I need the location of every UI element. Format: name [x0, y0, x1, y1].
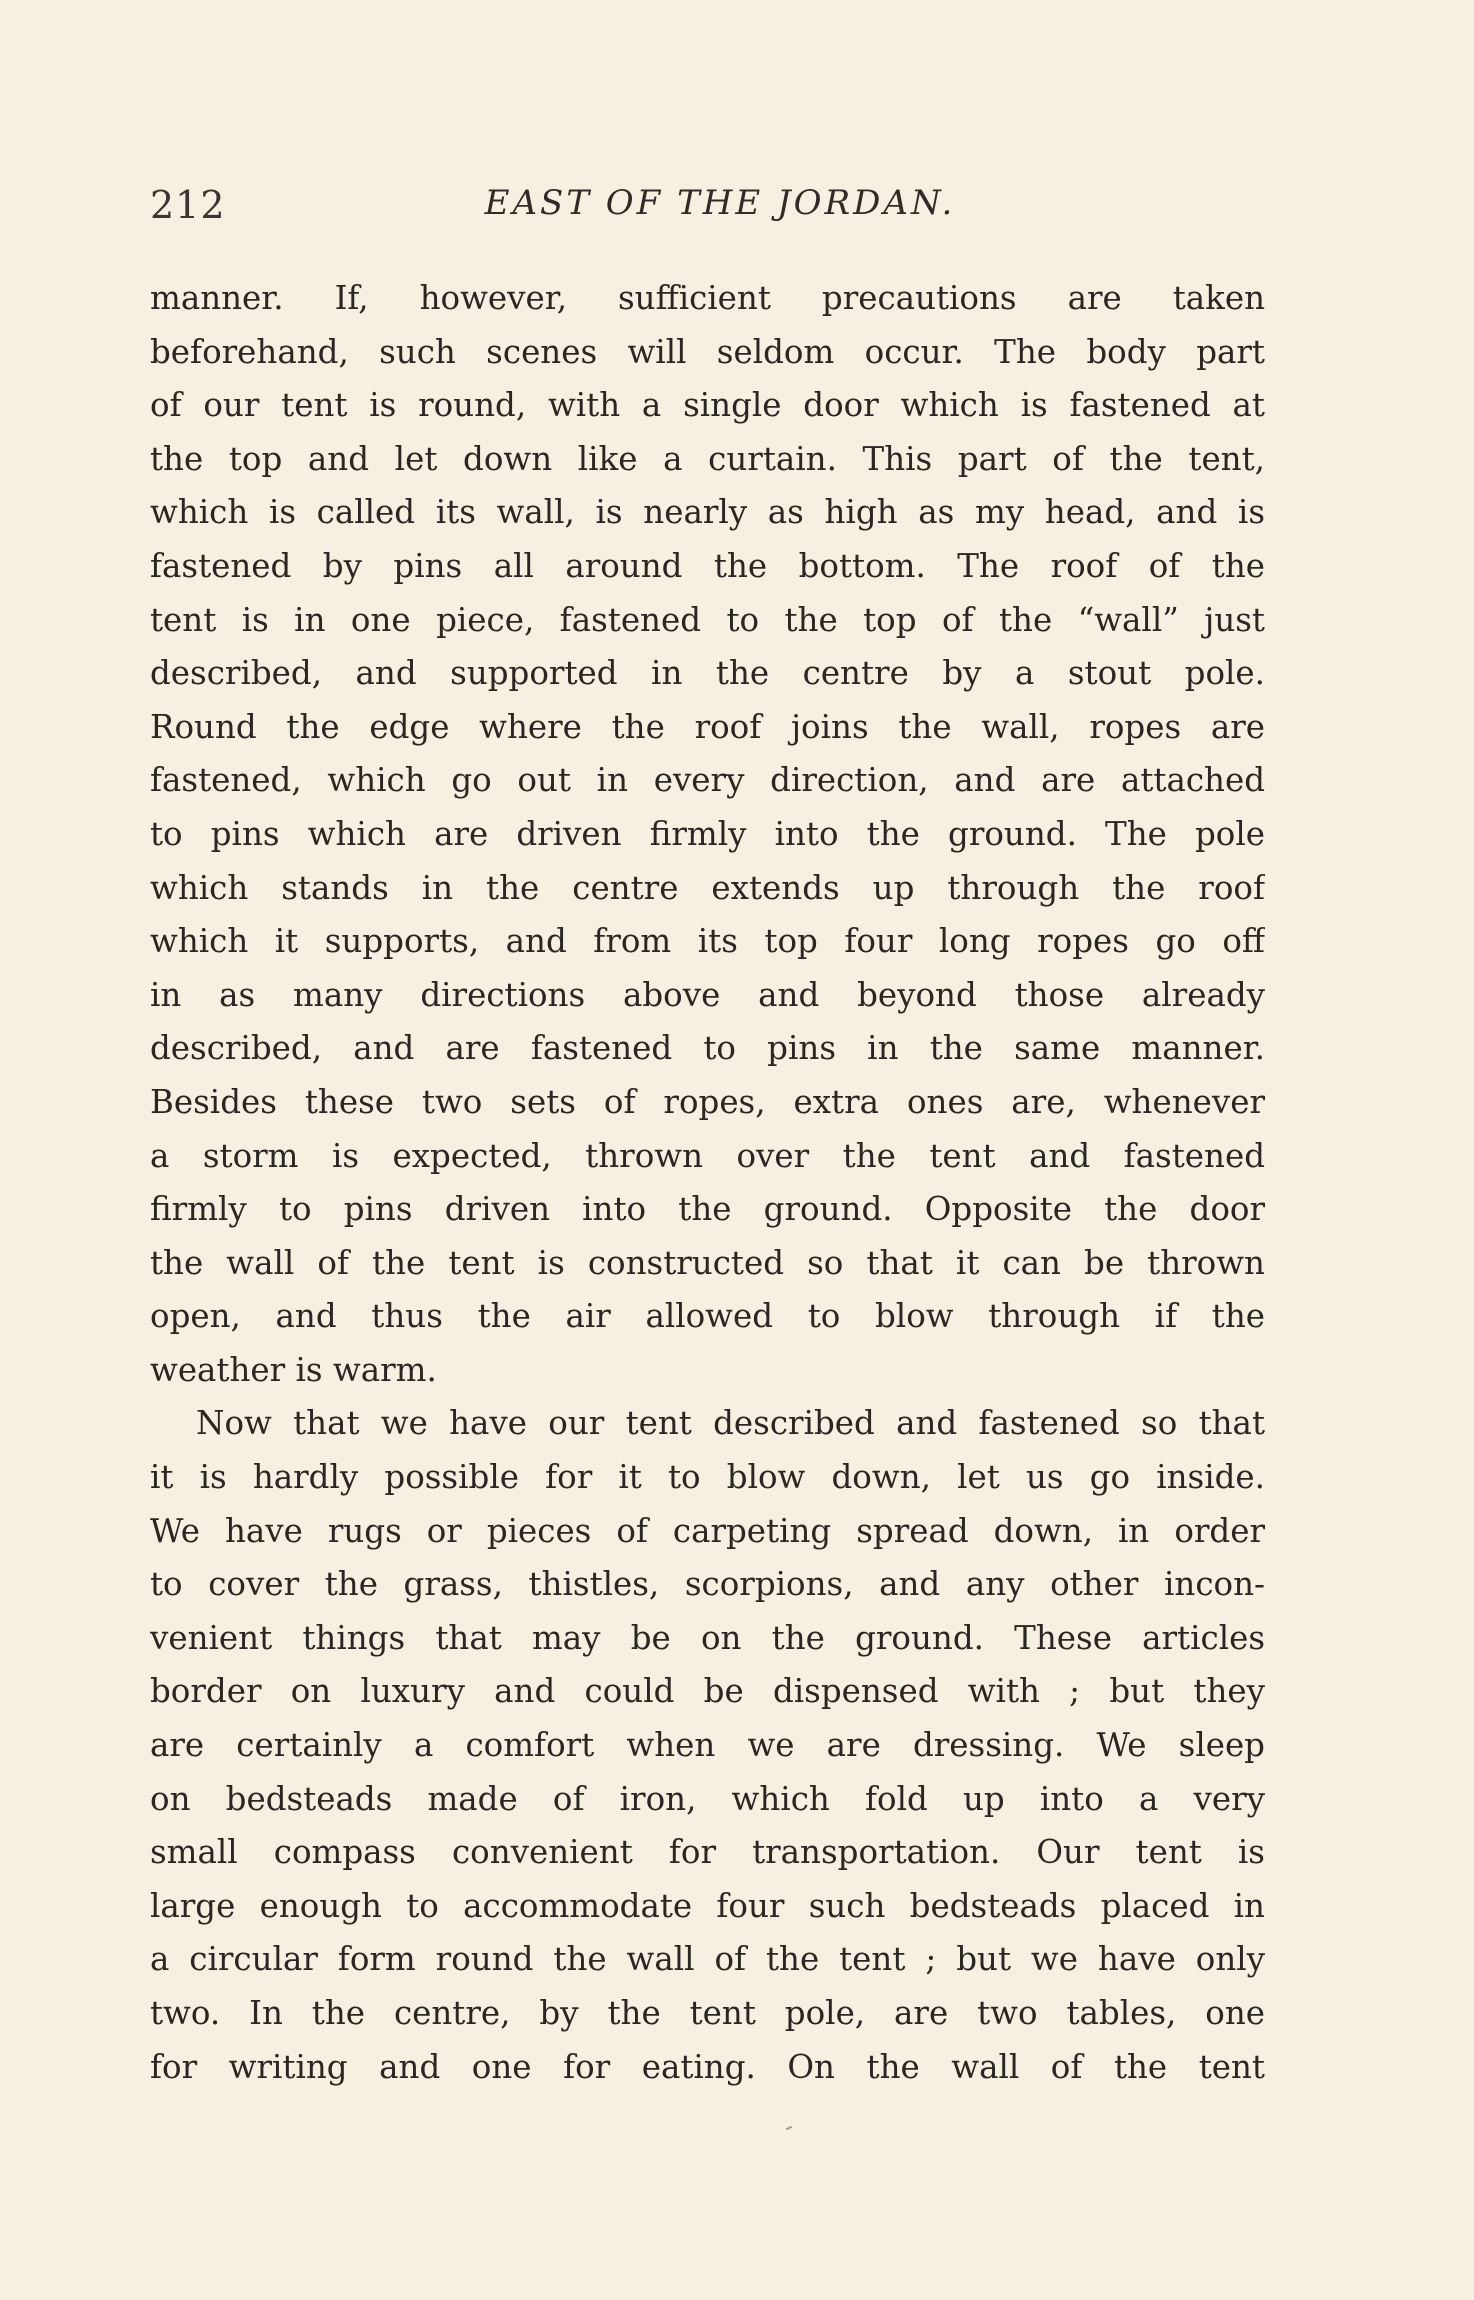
text-line: We have rugs or pieces of carpeting spread down, in order	[150, 1511, 1265, 1550]
text-line: in as many directions above and beyond those already	[150, 975, 1265, 1014]
text-line: for writing and one for eating. On the wall of the tent	[150, 2047, 1265, 2086]
body-text	[150, 272, 1265, 2094]
text-line: the wall of the tent is constructed so that it can be thrown	[150, 1243, 1265, 1282]
text-line: manner. If, however, sufficient precautions are taken	[150, 279, 1265, 317]
text-line: which is called its wall, is nearly as high as my head, and is	[150, 493, 1265, 532]
text-line: on bedsteads made of iron, which fold up into a very	[150, 1779, 1265, 1818]
running-title: EAST OF THE JORDAN.	[484, 183, 956, 223]
text-line: to cover the grass, thistles, scorpions, and any other incon-	[150, 1565, 1265, 1604]
text-line: fastened, which go out in every direction, and are attached	[150, 761, 1265, 800]
paragraph-end-line: weather is warm.	[150, 1350, 437, 1389]
text-line: tent is in one piece, fastened to the top of the “wall” just	[150, 600, 1265, 639]
text-line: the top and let down like a curtain. This part of the tent,	[150, 439, 1265, 478]
text-line: of our tent is round, with a single door which is fastened at	[150, 386, 1265, 425]
text-line: to pins which are driven firmly into the ground. The pole	[150, 814, 1265, 853]
text-line: two. In the centre, by the tent pole, are two tables, one	[150, 1994, 1265, 2032]
text-line: firmly to pins driven into the ground. Opposite the door	[150, 1190, 1265, 1229]
paper-speck	[786, 2126, 792, 2130]
page-number: 212	[150, 183, 226, 227]
text-line: which stands in the centre extends up through the roof	[150, 868, 1265, 907]
text-line: described, and are fastened to pins in the same manner.	[150, 1029, 1265, 1068]
text-line: fastened by pins all around the bottom. The roof of the	[150, 546, 1265, 585]
text-line: a storm is expected, thrown over the tent and fastened	[150, 1136, 1265, 1175]
text-line: beforehand, such scenes will seldom occur. The body part	[150, 332, 1265, 371]
text-line: it is hardly possible for it to blow down, let us go inside.	[150, 1458, 1265, 1497]
text-line: large enough to accommodate four such bedsteads placed in	[150, 1886, 1265, 1925]
running-head	[150, 183, 1270, 233]
text-line: are certainly a comfort when we are dressing. We sleep	[150, 1726, 1265, 1765]
text-line: a circular form round the wall of the tent ; but we have only	[150, 1940, 1265, 1979]
text-line: Besides these two sets of ropes, extra ones are, whenever	[150, 1082, 1265, 1121]
text-line: which it supports, and from its top four long ropes go off	[150, 922, 1265, 961]
text-line: described, and supported in the centre by a stout pole.	[150, 654, 1265, 693]
text-line: open, and thus the air allowed to blow through if the	[150, 1297, 1265, 1336]
text-line: border on luxury and could be dispensed with ; but they	[150, 1672, 1265, 1711]
text-line: venient things that may be on the ground. These articles	[150, 1618, 1265, 1657]
text-line: small compass convenient for transportation. Our tent is	[150, 1833, 1265, 1872]
paragraph-start-line: Now that we have our tent described and fastened so that	[196, 1404, 1265, 1443]
text-line: Round the edge where the roof joins the wall, ropes are	[150, 707, 1265, 746]
